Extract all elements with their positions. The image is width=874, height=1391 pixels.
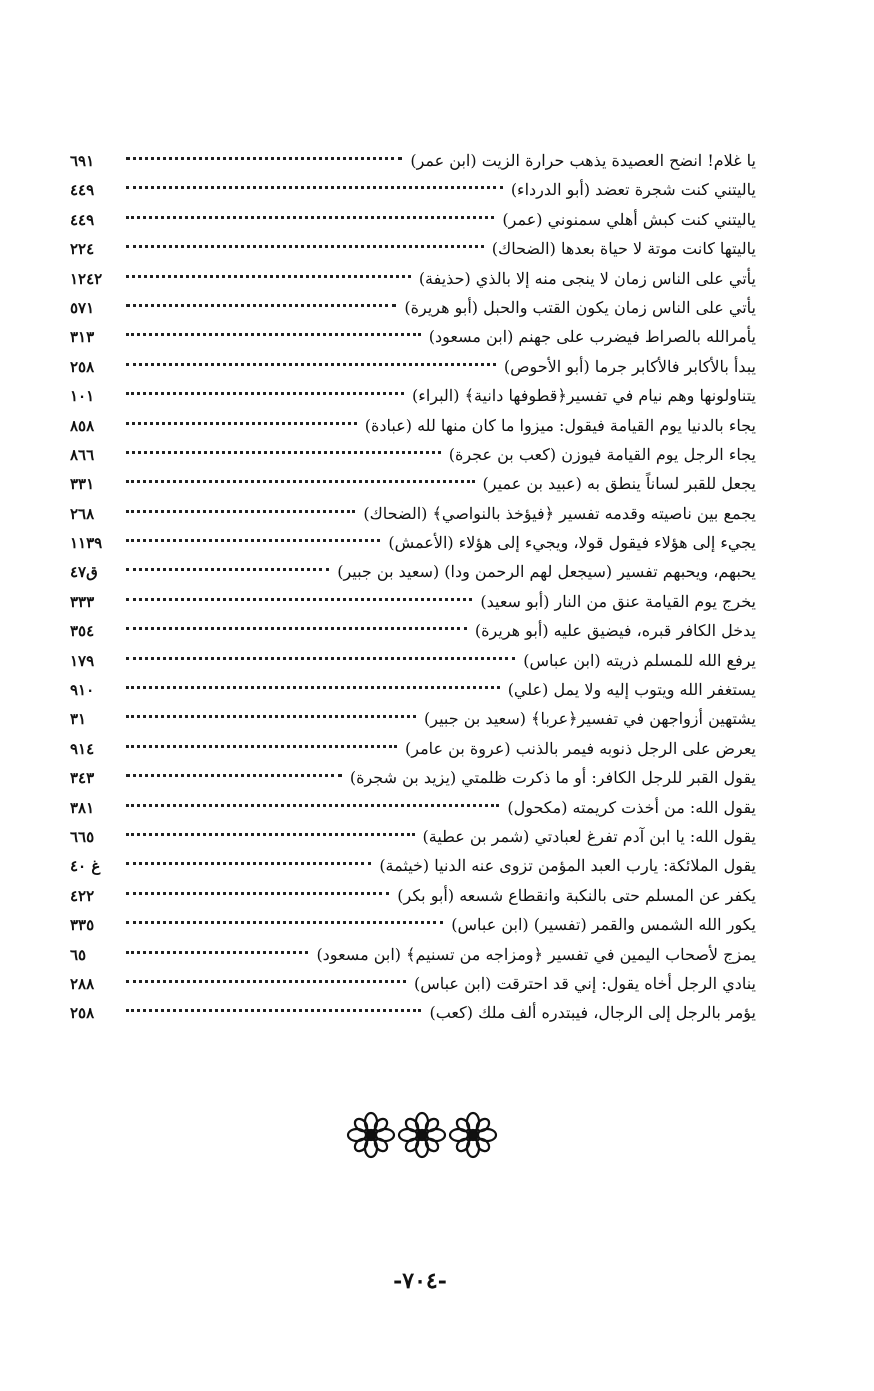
dot-leader — [126, 598, 472, 601]
dot-leader — [126, 275, 411, 278]
index-entry — [70, 793, 756, 822]
dot-leader — [126, 245, 484, 248]
entry-page-number: ٦٩١ — [70, 152, 95, 170]
index-entry — [70, 411, 756, 440]
entry-page-number: ق٤٧ — [70, 563, 98, 582]
entry-text: يجاء الرجل يوم القيامة فيوزن (كعب بن عجرة) — [448, 444, 756, 464]
index-entry — [70, 264, 756, 293]
entry-text: يخرج يوم القيامة عنق من النار (أبو سعيد) — [480, 591, 756, 611]
entry-page-number: ٤٤٩ — [70, 181, 95, 200]
dot-leader — [126, 186, 503, 189]
index-entry — [70, 646, 756, 675]
dot-leader — [126, 363, 496, 366]
dot-leader — [126, 804, 499, 807]
dot-leader — [126, 304, 396, 307]
index-entry — [70, 675, 756, 704]
entry-text: يرفع الله للمسلم ذريته (ابن عباس) — [523, 650, 756, 670]
dot-leader — [126, 921, 443, 924]
entry-page-number: ٤٢٢ — [70, 886, 95, 905]
dot-leader — [126, 657, 515, 660]
dot-leader — [126, 686, 500, 689]
entry-page-number: ٣١ — [70, 710, 87, 729]
dot-leader — [126, 451, 441, 454]
entry-page-number: ٦٥ — [70, 945, 87, 964]
entry-text: ياليتها كانت موتة لا حياة بعدها (الضحاك) — [491, 239, 756, 259]
entry-page-number: ٣٤٣ — [70, 769, 95, 788]
index-entry — [70, 381, 756, 410]
entry-text: يشتهين أزواجهن في تفسير﴿عربا﴾ (سعيد بن جبير) — [424, 709, 756, 729]
entry-text: يحبهم، ويحبهم تفسير (سيجعل لهم الرحمن ودا) (سعيد بن جبير) — [337, 562, 756, 582]
entry-page-number: ٨٦٦ — [70, 445, 95, 464]
entry-text: يتناولونها وهم نيام في تفسير﴿قطوفها دانية﴾ (البراء) — [412, 386, 756, 406]
index-entry — [70, 322, 756, 351]
entry-page-number: ٢٥٨ — [70, 1004, 95, 1023]
dot-leader — [126, 774, 342, 777]
dot-leader — [126, 568, 329, 571]
index-entry — [70, 998, 756, 1027]
dot-leader — [126, 715, 416, 718]
entry-page-number: ١٢٤٢ — [70, 269, 103, 288]
index-entry — [70, 175, 756, 204]
entry-page-number: ١١٣٩ — [70, 534, 103, 553]
entry-text: يأتي على الناس زمان يكون القتب والحبل (أبو هريرة) — [404, 297, 756, 317]
entry-text: يجاء بالدنيا يوم القيامة فيقول: ميزوا ما كان منها لله (عبادة) — [364, 415, 756, 435]
entry-page-number: ٣٣٥ — [70, 916, 95, 935]
entry-page-number: ٣٥٤ — [70, 622, 95, 641]
entry-text: ينادي الرجل أخاه يقول: إني قد احترقت (ابن عباس) — [413, 973, 756, 993]
index-entry — [70, 587, 756, 616]
index-entry — [70, 234, 756, 263]
dot-leader — [126, 157, 402, 160]
dot-leader — [126, 480, 475, 483]
entry-text: يا غلام! انضح العصيدة يذهب حرارة الزيت (ابن عمر) — [410, 151, 756, 170]
entry-page-number: غ ٤٠ — [70, 857, 101, 876]
dot-leader — [126, 216, 494, 219]
entry-page-number: ٩١٤ — [70, 739, 95, 758]
index-entry — [70, 352, 756, 381]
dot-leader — [126, 627, 467, 630]
entry-page-number: ٣٨١ — [70, 798, 95, 817]
index-entry — [70, 704, 756, 733]
entry-page-number: ٣٣١ — [70, 475, 95, 494]
dot-leader — [126, 745, 397, 748]
index-entry — [70, 881, 756, 910]
entry-page-number: ٢٥٨ — [70, 357, 95, 376]
dot-leader — [126, 1009, 421, 1012]
entry-text: يجمع بين ناصيته وقدمه تفسير ﴿فيؤخذ بالنواصي﴾ (الضحاك) — [363, 503, 756, 523]
entry-text: يكور الله الشمس والقمر (تفسير) (ابن عباس) — [451, 915, 756, 935]
index-entry — [70, 440, 756, 469]
entry-text: يقول الملائكة: يارب العبد المؤمن تزوى عنه الدنيا (خيثمة) — [379, 856, 756, 876]
entry-text: يقول القبر للرجل الكافر: أو ما ذكرت ظلمتي (يزيد بن شجرة) — [349, 768, 756, 788]
index-entry — [70, 734, 756, 763]
dot-leader — [126, 951, 308, 954]
dot-leader — [126, 422, 357, 425]
entry-page-number: ٦٦٥ — [70, 827, 95, 846]
index-entry — [70, 616, 756, 645]
dot-leader — [126, 892, 389, 895]
dot-leader — [126, 833, 415, 836]
index-entry — [70, 851, 756, 880]
entry-text: يكفر عن المسلم حتى بالنكبة وانقطاع شسعه (أبو بكر) — [397, 885, 756, 905]
entry-text: يمزج لأصحاب اليمين في تفسير ﴿ومزاجه من تسنيم﴾ (ابن مسعود) — [316, 944, 756, 964]
entry-text: ياليتني كنت كبش أهلي سمنوني (عمر) — [502, 209, 756, 229]
dot-leader — [126, 862, 371, 865]
dot-leader — [126, 539, 380, 542]
index-entry — [70, 763, 756, 792]
index-entry — [70, 528, 756, 557]
page-number: -٧٠٤- — [393, 1268, 447, 1294]
entry-text: يجعل للقبر لساناً ينطق به (عبيد بن عمير) — [482, 474, 756, 494]
dot-leader — [126, 333, 421, 336]
entry-page-number: ١٧٩ — [70, 651, 95, 670]
entry-page-number: ٢٨٨ — [70, 974, 95, 993]
entry-page-number: ٢٢٤ — [70, 240, 95, 259]
entry-text: ياليتني كنت شجرة تعضد (أبو الدرداء) — [510, 180, 756, 200]
index-entry — [70, 499, 756, 528]
dot-leader — [126, 392, 404, 395]
index-entry — [70, 205, 756, 234]
entry-text: يأتي على الناس زمان لا ينجى منه إلا بالذي (حذيفة) — [418, 268, 756, 288]
entry-text: يجيء إلى هؤلاء فيقول قولا، ويجيء إلى هؤلاء (الأعمش) — [388, 533, 756, 553]
entry-text: يبدأ بالأكابر فالأكابر جرما (أبو الأحوص) — [503, 356, 756, 376]
entry-text: يقول الله: من أخذت كريمته (مكحول) — [507, 797, 756, 817]
entry-text: يقول الله: يا ابن آدم تفرغ لعبادتي (شمر بن عطية) — [422, 826, 756, 846]
index-entry — [70, 557, 756, 586]
index-entry — [70, 293, 756, 322]
entry-text: يستغفر الله ويتوب إليه ولا يمل (علي) — [507, 680, 756, 700]
entry-text: يؤمر بالرجل إلى الرجال، فيبتدره ألف ملك (كعب) — [429, 1003, 756, 1023]
dot-leader — [126, 980, 406, 983]
index-list — [70, 146, 756, 1028]
entry-page-number: ٣٣٣ — [70, 592, 95, 611]
entry-text: يعرض على الرجل ذنوبه فيمر بالذنب (عروة بن عامر) — [405, 738, 756, 758]
index-entry — [70, 822, 756, 851]
entry-page-number: ٣١٣ — [70, 328, 95, 347]
entry-page-number: ٥٧١ — [70, 298, 95, 317]
entry-page-number: ١٠١ — [70, 387, 95, 406]
entry-text: يأمرالله بالصراط فيضرب على جهنم (ابن مسعود) — [428, 327, 756, 347]
index-entry — [70, 469, 756, 498]
dot-leader — [126, 510, 355, 513]
index-entry — [70, 940, 756, 969]
index-entry — [70, 969, 756, 998]
entry-page-number: ٩١٠ — [70, 681, 95, 700]
index-entry — [70, 146, 756, 175]
entry-text: يدخل الكافر قبره، فيضيق عليه (أبو هريرة) — [474, 621, 756, 641]
entry-page-number: ٢٦٨ — [70, 504, 95, 523]
entry-page-number: ٤٤٩ — [70, 210, 95, 229]
index-entry — [70, 910, 756, 939]
floral-ornament-icon — [343, 1108, 501, 1162]
entry-page-number: ٨٥٨ — [70, 416, 95, 435]
